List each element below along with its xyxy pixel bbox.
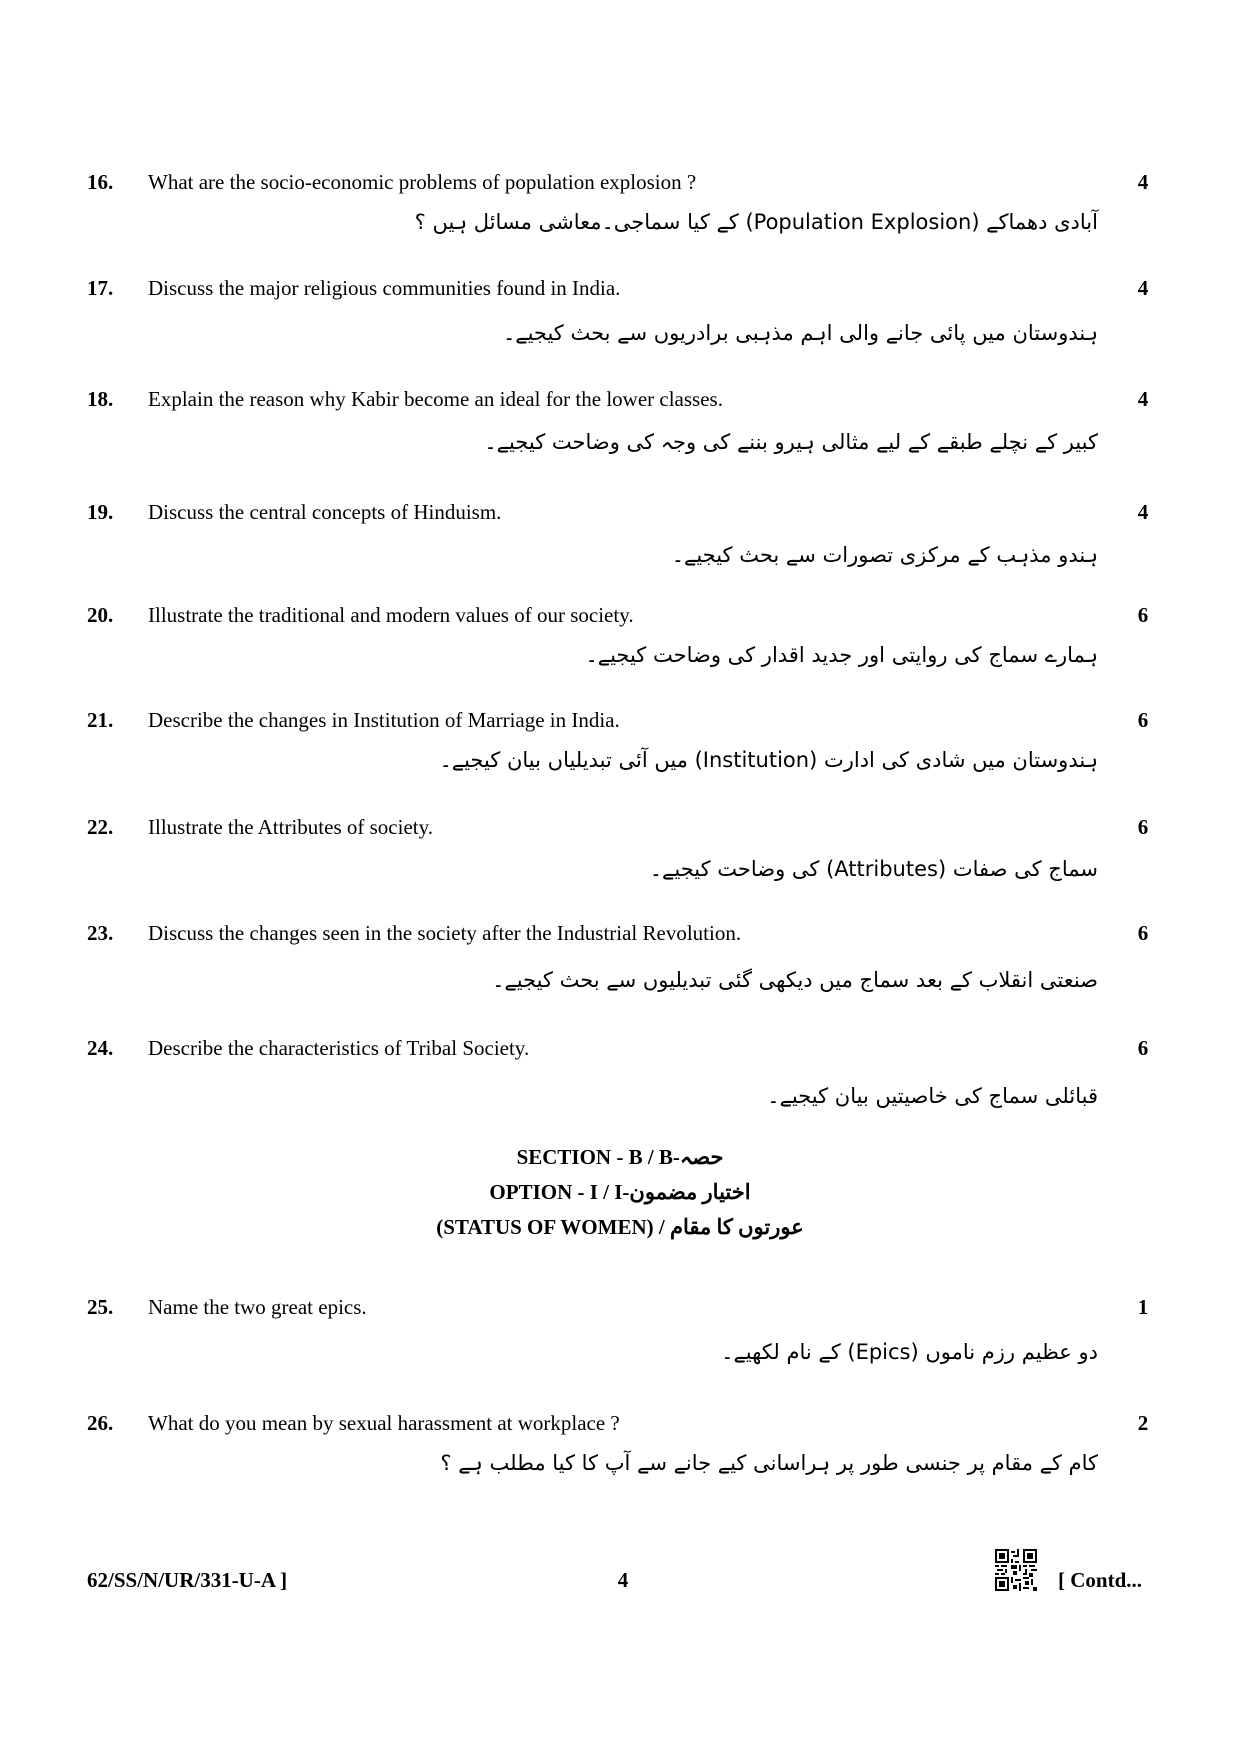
question-number: 21. [87, 708, 114, 732]
question-number: 20. [87, 603, 114, 627]
question-marks: 6 [1137, 708, 1149, 732]
question-marks: 1 [1137, 1295, 1149, 1319]
question-text-ur: کبیر کے نچلے طبقے کے لیے مثالی ہیرو بننے کی وجہ کی وضاحت کیجیے۔ [484, 430, 1098, 454]
status-heading: (STATUS OF WOMEN) / عورتوں کا مقام [436, 1215, 804, 1239]
question-text-ur: کام کے مقام پر جنسی طور پر ہراسانی کیے جانے سے آپ کا کیا مطلب ہے ؟ [440, 1451, 1098, 1475]
question-number: 24. [87, 1036, 114, 1060]
question-text-en: What are the socio-economic problems of population explosion ? [148, 170, 697, 194]
paper-code: 62/SS/N/UR/331-U-A ] [87, 1568, 288, 1592]
option-heading: OPTION - I / I-اختیار مضمون [489, 1180, 751, 1204]
question-text-ur: قبائلی سماج کی خاصیتیں بیان کیجیے۔ [767, 1084, 1098, 1108]
question-text-ur: ہندوستان میں شادی کی ادارت (Institution) میں آئی تبدیلیاں بیان کیجیے۔ [439, 748, 1098, 772]
question-marks: 6 [1137, 1036, 1149, 1060]
continued-label: [ Contd... [1058, 1568, 1143, 1592]
question-text-en: Discuss the major religious communities found in India. [148, 276, 621, 300]
question-marks: 6 [1137, 815, 1149, 839]
question-number: 19. [87, 500, 114, 524]
question-number: 18. [87, 387, 114, 411]
section-heading: SECTION - B / B-حصہ [516, 1145, 724, 1169]
question-text-en: Name the two great epics. [148, 1295, 367, 1319]
question-text-ur: دو عظیم رزم ناموں (Epics) کے نام لکھیے۔ [721, 1340, 1098, 1364]
question-number: 23. [87, 921, 114, 945]
question-marks: 4 [1137, 170, 1149, 194]
question-text-ur: صنعتی انقلاب کے بعد سماج میں دیکھی گئی تبدیلیوں سے بحث کیجیے۔ [492, 968, 1098, 992]
question-number: 22. [87, 815, 114, 839]
question-marks: 4 [1137, 276, 1149, 300]
question-number: 16. [87, 170, 114, 194]
question-text-ur: ہمارے سماج کی روایتی اور جدید اقدار کی وضاحت کیجیے۔ [585, 643, 1098, 667]
page-number: 4 [617, 1568, 629, 1592]
question-marks: 4 [1137, 387, 1149, 411]
question-text-ur: ہندوستان میں پائی جانے والی اہم مذہبی برادریوں سے بحث کیجیے۔ [502, 321, 1098, 345]
question-text-en: Explain the reason why Kabir become an ideal for the lower classes. [148, 387, 723, 411]
question-marks: 4 [1137, 500, 1149, 524]
qr-code-icon [995, 1549, 1037, 1591]
question-marks: 2 [1137, 1411, 1149, 1435]
question-text-en: Describe the characteristics of Tribal Society. [148, 1036, 530, 1060]
question-text-en: Illustrate the Attributes of society. [148, 815, 433, 839]
question-text-ur: سماج کی صفات (Attributes) کی وضاحت کیجیے۔ [649, 857, 1098, 881]
question-text-en: What do you mean by sexual harassment at workplace ? [148, 1411, 620, 1435]
question-marks: 6 [1137, 603, 1149, 627]
question-text-ur: آبادی دھماکے (Population Explosion) کے کیا سماجی۔معاشی مسائل ہیں ؟ [414, 210, 1098, 234]
question-text-ur: ہندو مذہب کے مرکزی تصورات سے بحث کیجیے۔ [671, 543, 1098, 567]
question-text-en: Discuss the central concepts of Hinduism. [148, 500, 502, 524]
question-text-en: Describe the changes in Institution of Marriage in India. [148, 708, 620, 732]
question-marks: 6 [1137, 921, 1149, 945]
question-number: 25. [87, 1295, 114, 1319]
question-number: 17. [87, 276, 114, 300]
question-number: 26. [87, 1411, 114, 1435]
question-text-en: Illustrate the traditional and modern values of our society. [148, 603, 634, 627]
question-text-en: Discuss the changes seen in the society after the Industrial Revolution. [148, 921, 742, 945]
